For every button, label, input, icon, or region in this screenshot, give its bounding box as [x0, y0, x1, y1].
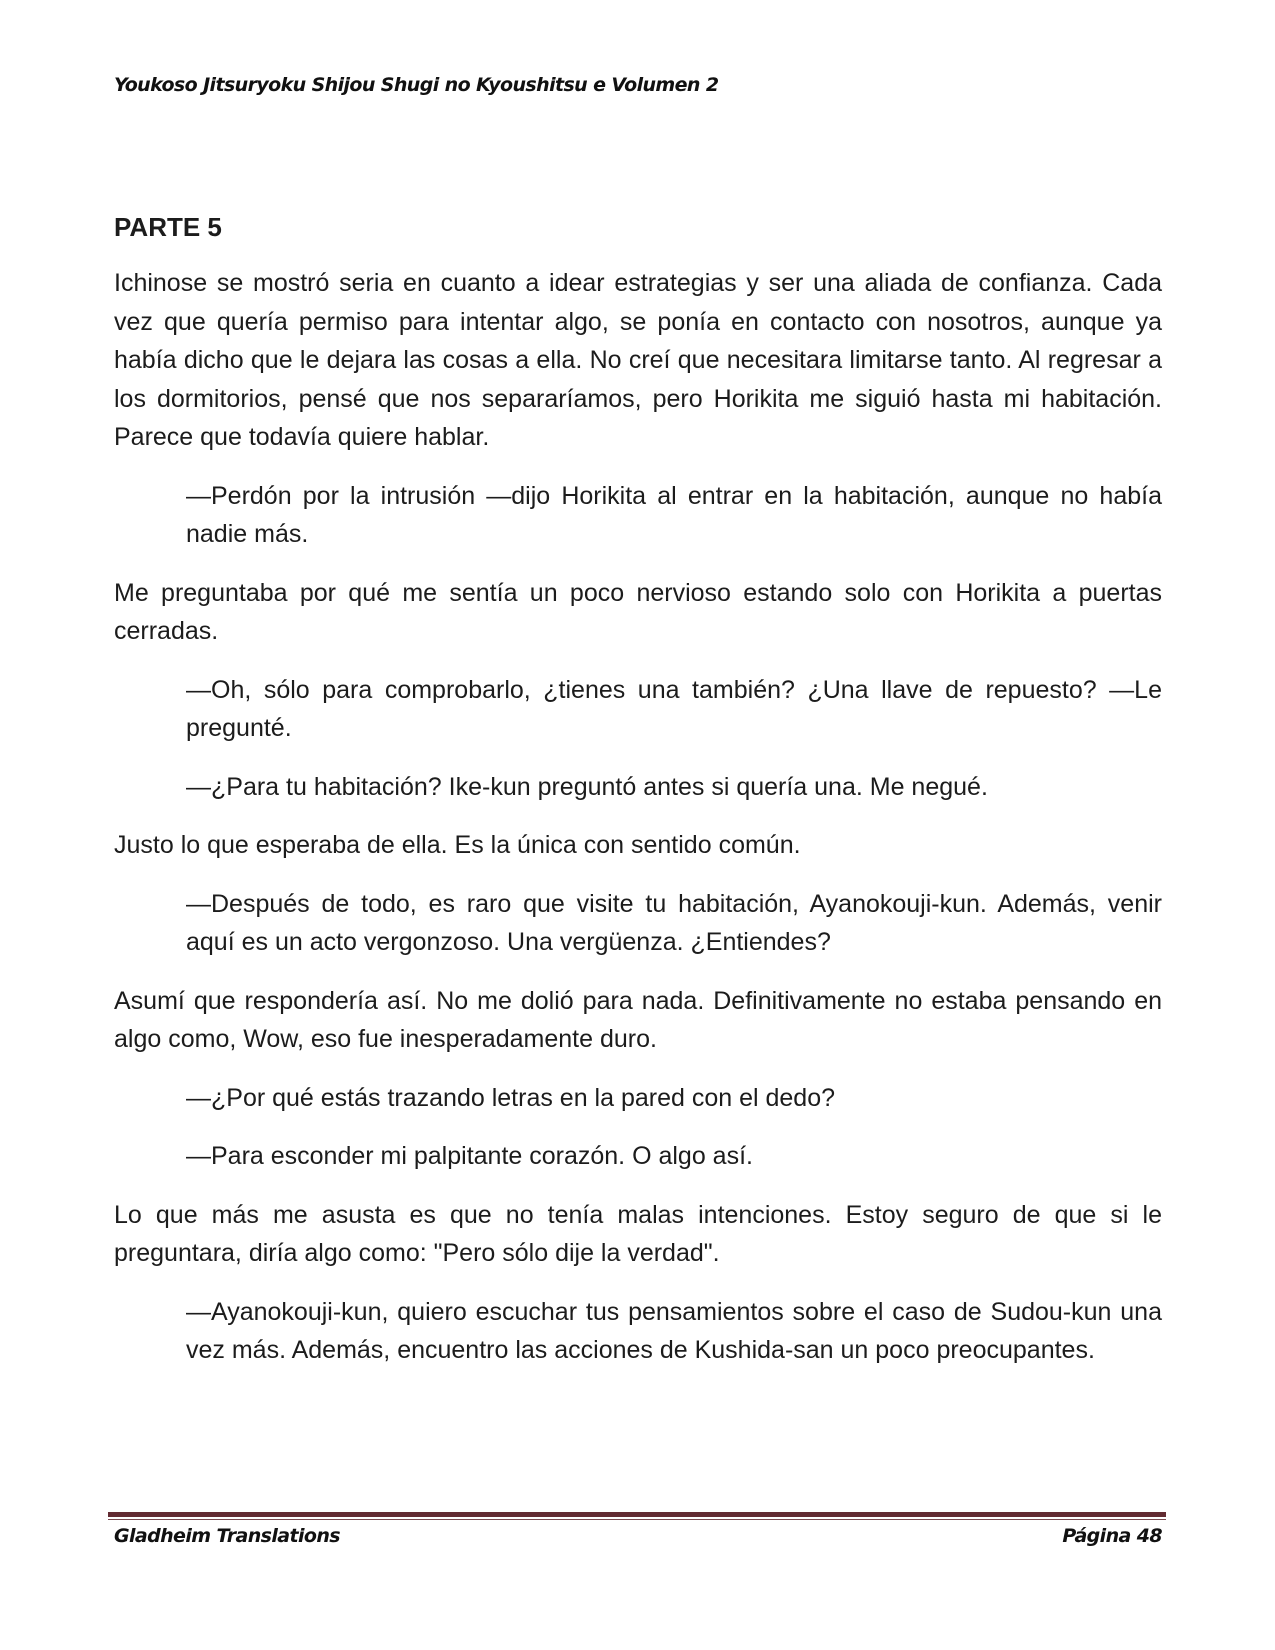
- running-header: Youkoso Jitsuryoku Shijou Shugi no Kyoushitsu e Volumen 2: [114, 74, 719, 96]
- dialogue-paragraph: —¿Para tu habitación? Ike-kun preguntó antes si quería una. Me negué.: [186, 772, 988, 801]
- page-body: [114, 208, 1162, 1390]
- dialogue-paragraph: —Ayanokouji-kun, quiero escuchar tus pensamientos sobre el caso de Sudou-kun una vez más. Además, encuentro las acciones de Kushida-san un poco preocupantes.: [186, 1297, 1162, 1364]
- footer-row: [108, 1525, 1166, 1547]
- section-title: PARTE 5: [114, 212, 222, 242]
- narration-paragraph: Lo que más me asusta es que no tenía malas intenciones. Estoy seguro de que si le preguntara, diría algo como: "Pero sólo dije la verdad".: [114, 1200, 1162, 1267]
- page-footer: [108, 1512, 1166, 1547]
- dialogue-paragraph: —Después de todo, es raro que visite tu habitación, Ayanokouji-kun. Además, venir aquí es un acto vergonzoso. Una vergüenza. ¿Entiendes?: [186, 889, 1162, 956]
- footer-rule: [108, 1512, 1166, 1517]
- dialogue-paragraph: —¿Por qué estás trazando letras en la pared con el dedo?: [186, 1083, 836, 1112]
- narration-paragraph: Me preguntaba por qué me sentía un poco nervioso estando solo con Horikita a puertas cerradas.: [114, 578, 1162, 645]
- narration-paragraph: Justo lo que esperaba de ella. Es la única con sentido común.: [114, 831, 801, 859]
- dialogue-paragraph: —Para esconder mi palpitante corazón. O algo así.: [186, 1142, 753, 1170]
- dialogue-paragraph: —Perdón por la intrusión —dijo Horikita al entrar en la habitación, aunque no había nadie más.: [186, 481, 1162, 548]
- narration-paragraph: Asumí que respondería así. No me dolió para nada. Definitivamente no estaba pensando en algo como, Wow, eso fue inesperadamente duro.: [114, 986, 1162, 1053]
- dialogue-paragraph: —Oh, sólo para comprobarlo, ¿tienes una también? ¿Una llave de repuesto? —Le pregunté.: [186, 675, 1162, 742]
- page-number: Página 48: [1062, 1525, 1162, 1547]
- narration-paragraph: Ichinose se mostró seria en cuanto a idear estrategias y ser una aliada de confianza. Cada vez que quería permiso para intentar algo, se ponía en contacto con nosotros, aunque ya había dicho que le dejara las cosas a ella. No creí que necesitara limitarse tanto. Al regresar a los dormitorios, pensé que nos separaríamos, pero Horikita me siguió hasta mi habitación. Parece que todavía quiere hablar.: [114, 269, 1162, 451]
- footer-credit: Gladheim Translations: [114, 1525, 340, 1547]
- footer-rule-thin: [108, 1519, 1166, 1520]
